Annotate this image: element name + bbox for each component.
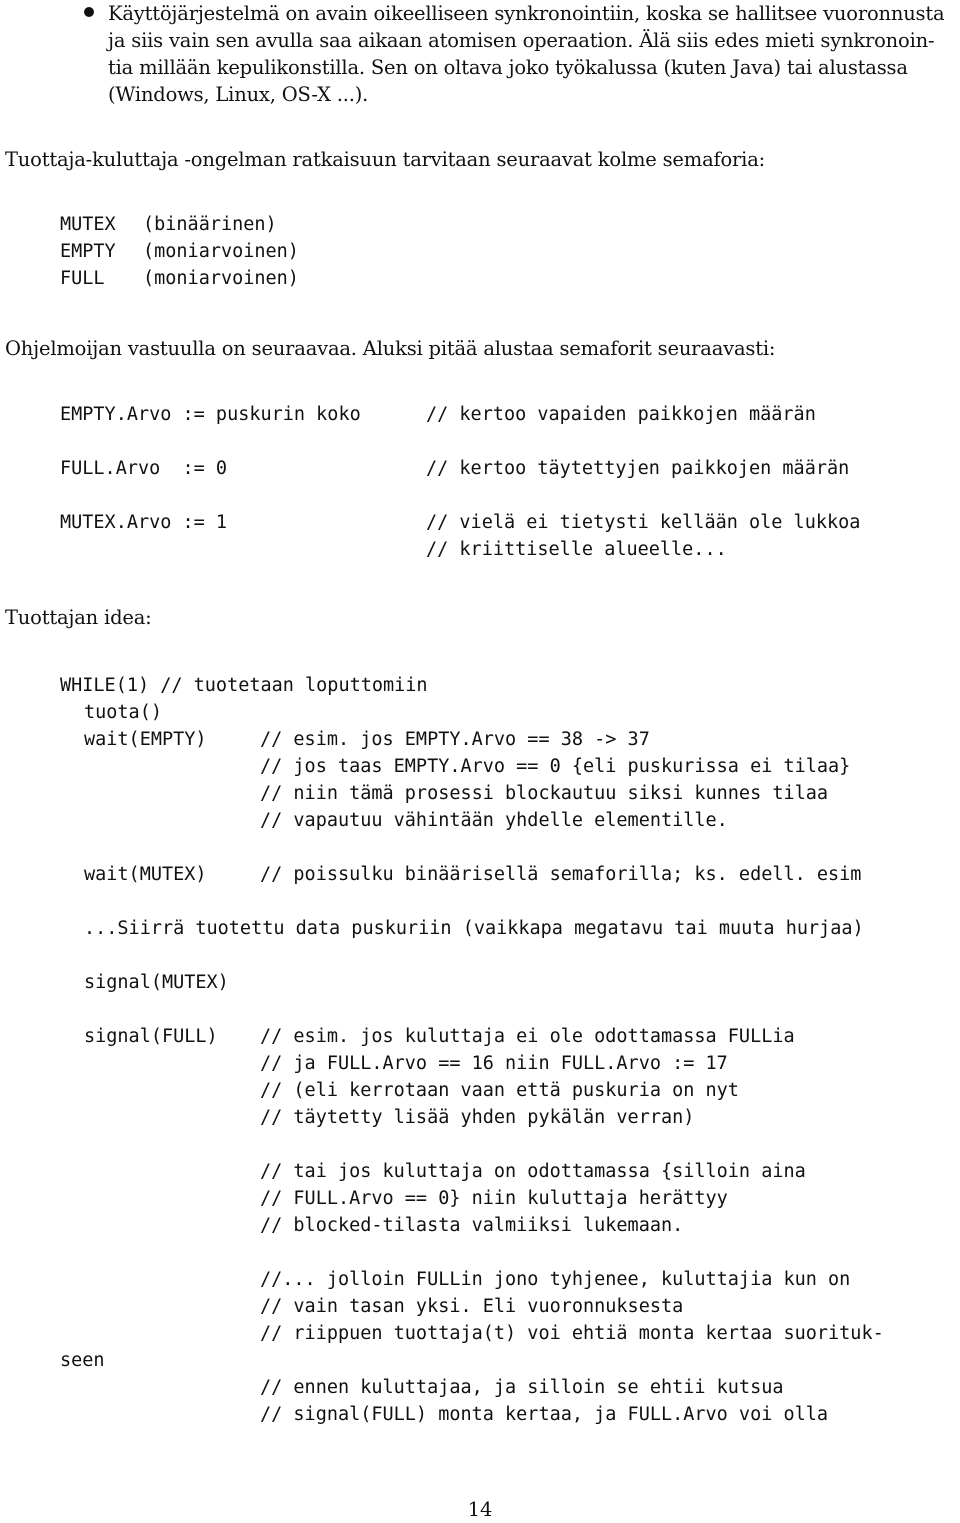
- code-line: tuota(): [84, 702, 162, 723]
- code-comment: // blocked-tilasta valmiiksi lukemaan.: [260, 1215, 684, 1236]
- code-comment: // vielä ei tietysti kellään ole lukkoa: [426, 512, 861, 533]
- code-comment: // vain tasan yksi. Eli vuoronnuksesta: [260, 1296, 684, 1317]
- semaphore-name: EMPTY: [60, 241, 116, 262]
- semaphore-name: FULL: [60, 268, 105, 289]
- code-statement: EMPTY.Arvo := puskurin koko: [60, 404, 361, 425]
- semaphore-kind: (moniarvoinen): [143, 241, 299, 262]
- bullet-line: (Windows, Linux, OS-X ...).: [108, 83, 369, 106]
- code-statement: signal(FULL): [84, 1026, 218, 1047]
- code-comment: // ja FULL.Arvo == 16 niin FULL.Arvo := 17: [260, 1053, 728, 1074]
- semaphore-kind: (moniarvoinen): [143, 268, 299, 289]
- code-comment: // täytetty lisää yhden pykälän verran): [260, 1107, 695, 1128]
- semaphore-name: MUTEX: [60, 214, 116, 235]
- code-statement: wait(MUTEX): [84, 864, 207, 885]
- code-line: signal(MUTEX): [84, 972, 229, 993]
- code-comment: //... jolloin FULLin jono tyhjenee, kuluttajia kun on: [260, 1269, 851, 1290]
- semaphores-intro-paragraph: Tuottaja-kuluttaja -ongelman ratkaisuun tarvitaan seuraavat kolme semaforia:: [5, 148, 766, 171]
- producer-idea-heading: Tuottajan idea:: [5, 606, 152, 629]
- code-line: ...Siirrä tuotettu data puskuriin (vaikkapa megatavu tai muuta hurjaa): [84, 918, 864, 939]
- code-comment: // vapautuu vähintään yhdelle elementille.: [260, 810, 728, 831]
- code-comment: // tai jos kuluttaja on odottamassa {silloin aina: [260, 1161, 806, 1182]
- code-comment: // jos taas EMPTY.Arvo == 0 {eli puskurissa ei tilaa}: [260, 756, 851, 777]
- page-number: 14: [467, 1498, 493, 1521]
- code-statement: FULL.Arvo := 0: [60, 458, 228, 479]
- code-comment: // kertoo täytettyjen paikkojen määrän: [426, 458, 850, 479]
- code-comment: // kriittiselle alueelle...: [426, 539, 727, 560]
- bullet-paragraph: [108, 0, 958, 108]
- code-comment: // niin tämä prosessi blockautuu siksi kunnes tilaa: [260, 783, 829, 804]
- code-statement: MUTEX.Arvo := 1: [60, 512, 228, 533]
- code-comment: // kertoo vapaiden paikkojen määrän: [426, 404, 816, 425]
- code-statement: wait(EMPTY): [84, 729, 207, 750]
- code-comment: // esim. jos kuluttaja ei ole odottamassa FULLia: [260, 1026, 795, 1047]
- code-comment: // riippuen tuottaja(t) voi ehtiä monta kertaa suorituk-: [260, 1323, 884, 1344]
- code-line: WHILE(1) // tuotetaan loputtomiin: [60, 675, 428, 696]
- bullet-line: Käyttöjärjestelmä on avain oikeelliseen synkronointiin, koska se hallitsee vuoronnusta: [108, 2, 945, 25]
- code-comment: // FULL.Arvo == 0} niin kuluttaja herättyy: [260, 1188, 728, 1209]
- code-comment: // signal(FULL) monta kertaa, ja FULL.Arvo voi olla: [260, 1404, 829, 1425]
- code-comment: // (eli kerrotaan vaan että puskuria on nyt: [260, 1080, 739, 1101]
- init-intro-paragraph: Ohjelmoijan vastuulla on seuraavaa. Aluksi pitää alustaa semaforit seuraavasti:: [5, 337, 776, 360]
- semaphore-kind: (binäärinen): [143, 214, 277, 235]
- bullet-marker-icon: [84, 7, 94, 17]
- hyphen-continuation: seen: [60, 1350, 105, 1371]
- bullet-line: ja siis vain sen avulla saa aikaan atomisen operaation. Älä siis edes mieti synkronoin-: [108, 29, 935, 52]
- code-comment: // ennen kuluttajaa, ja silloin se ehtii kutsua: [260, 1377, 784, 1398]
- bullet-line: tia millään kepulikonstilla. Sen on oltava joko työkalussa (kuten Java) tai alustassa: [108, 56, 908, 79]
- code-comment: // esim. jos EMPTY.Arvo == 38 -> 37: [260, 729, 650, 750]
- code-comment: // poissulku binäärisellä semaforilla; ks. edell. esim: [260, 864, 862, 885]
